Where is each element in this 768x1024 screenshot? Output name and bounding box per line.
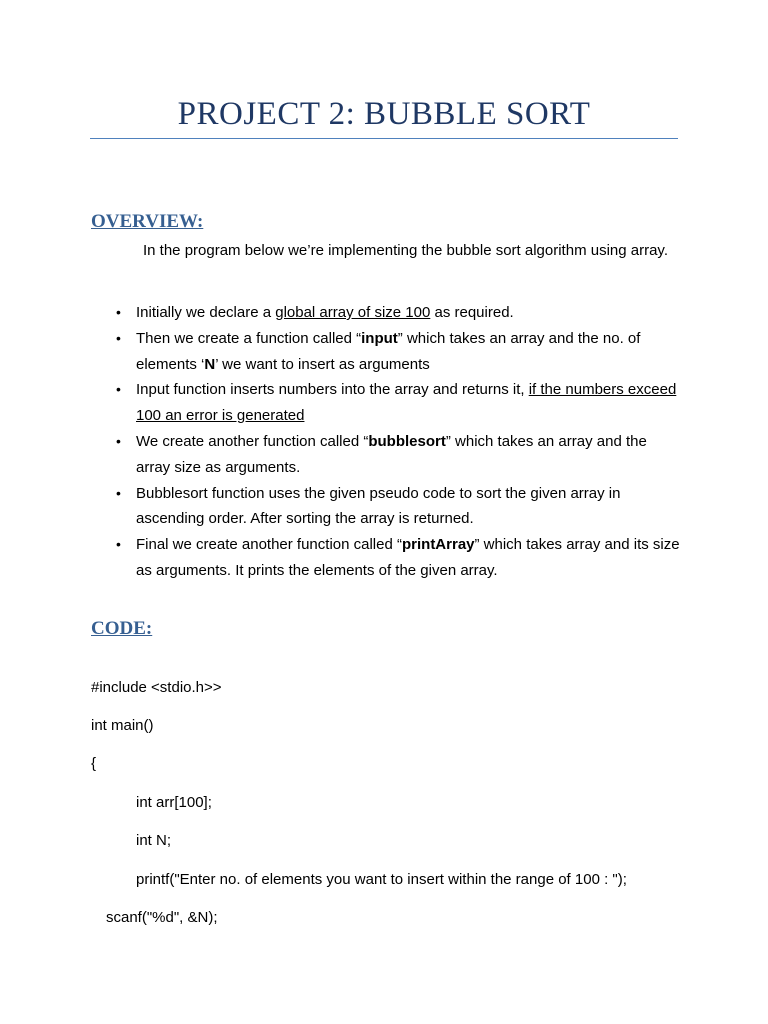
bullet-text: ” which takes array and its size as arguments. It prints the elements of the given array. — [136, 536, 680, 579]
bullet-icon: • — [116, 484, 121, 501]
title-divider — [90, 138, 678, 139]
bullet-text: Bubblesort function uses the given pseudo code to sort the given array in ascending order. After sorting the array is returned. — [136, 484, 621, 528]
bullet-icon: • — [116, 329, 121, 346]
code-line: printf("Enter no. of elements you want to insert within the range of 100 : "); — [136, 871, 627, 888]
bullet-text: ’ we want to insert as arguments — [215, 355, 430, 373]
bullet-bold-text: N — [204, 355, 216, 373]
bullet-bold-text: printArray — [401, 536, 475, 554]
bullet-icon: • — [116, 304, 121, 320]
overview-heading: OVERVIEW: — [91, 211, 204, 232]
code-line: int arr[100]; — [136, 794, 212, 811]
bullet-icon: • — [116, 381, 121, 398]
bullet-bold-text: input — [361, 329, 398, 347]
code-line: scanf("%d", &N); — [106, 909, 218, 926]
overview-bullet-list — [91, 300, 681, 584]
bullet-text: Final we create another function called “ — [136, 536, 402, 554]
bullet-text: Then we create a function called “ — [136, 329, 362, 347]
bullet-text: ” which takes an array and the no. of elements ‘ — [136, 329, 641, 373]
code-heading: CODE: — [91, 618, 153, 639]
bullet-text: Initially we declare a — [136, 304, 276, 321]
list-item — [91, 377, 681, 429]
bullet-icon: • — [116, 536, 121, 553]
list-item — [91, 300, 681, 326]
bullet-underlined-text: global array of size 100 — [275, 304, 431, 321]
list-item — [91, 481, 681, 533]
code-line: #include <stdio.h>> — [91, 679, 222, 696]
list-item — [91, 532, 681, 584]
code-line: int N; — [136, 832, 172, 849]
overview-intro — [91, 238, 681, 264]
bullet-text: We create another function called “ — [136, 432, 369, 450]
bullet-bold-text: bubblesort — [368, 432, 446, 450]
page-title: PROJECT 2: BUBBLE SORT — [177, 96, 591, 132]
bullet-text: as required. — [430, 304, 514, 321]
bullet-text: ” which takes an array and the array size as arguments. — [136, 432, 647, 476]
overview-intro-text: In the program below we’re implementing the bubble sort algorithm using array. — [143, 242, 668, 259]
code-line: { — [91, 755, 97, 772]
list-item — [91, 326, 681, 378]
bullet-text: Input function inserts numbers into the array and returns it, — [136, 381, 529, 399]
list-item — [91, 429, 681, 481]
bullet-underlined-text: if the numbers exceed 100 an error is generated — [136, 381, 677, 425]
code-line: int main() — [91, 717, 154, 734]
bullet-icon: • — [116, 432, 121, 449]
